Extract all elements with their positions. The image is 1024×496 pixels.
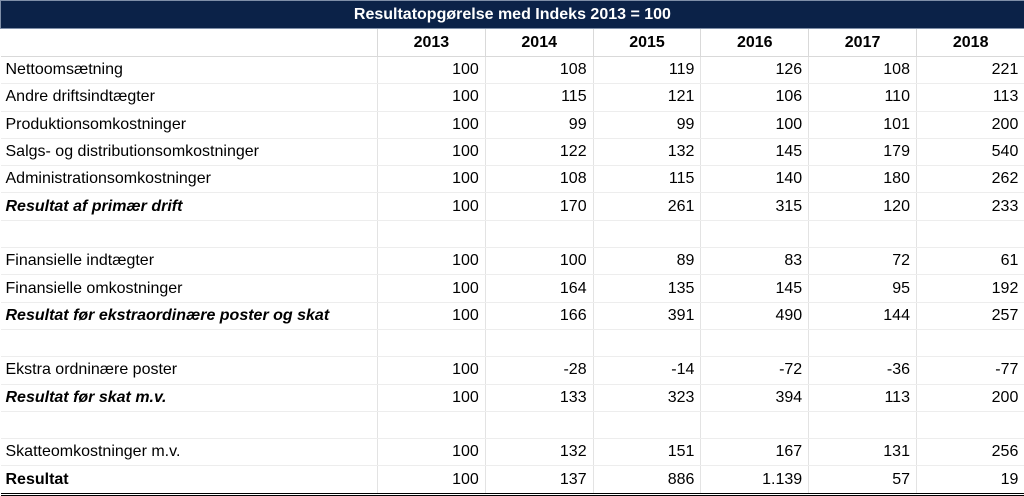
value-cell xyxy=(916,220,1024,247)
value-cell: 180 xyxy=(809,166,917,193)
spacer-row xyxy=(1,411,1024,438)
value-cell: 100 xyxy=(378,57,486,84)
value-cell: 121 xyxy=(593,84,701,111)
value-cell: 256 xyxy=(916,439,1024,466)
value-cell xyxy=(378,411,486,438)
row-label: Resultat xyxy=(1,466,378,494)
table-row xyxy=(1,248,1024,275)
value-cell: 19 xyxy=(916,466,1024,494)
value-cell xyxy=(809,220,917,247)
value-cell: 101 xyxy=(809,111,917,138)
value-cell: 167 xyxy=(701,439,809,466)
value-cell: 120 xyxy=(809,193,917,220)
value-cell: 100 xyxy=(378,138,486,165)
value-cell: 137 xyxy=(485,466,593,494)
table-row xyxy=(1,84,1024,111)
value-cell xyxy=(485,329,593,356)
spacer-row xyxy=(1,220,1024,247)
row-label: Ekstra ordninære poster xyxy=(1,357,378,384)
value-cell: 132 xyxy=(485,439,593,466)
value-cell: 100 xyxy=(378,111,486,138)
value-cell: 100 xyxy=(378,357,486,384)
value-cell: 140 xyxy=(701,166,809,193)
value-cell: 100 xyxy=(378,275,486,302)
subtotal-row xyxy=(1,384,1024,411)
value-cell: 164 xyxy=(485,275,593,302)
spacer-row xyxy=(1,329,1024,356)
value-cell: -28 xyxy=(485,357,593,384)
row-label: Administrationsomkostninger xyxy=(1,166,378,193)
value-cell: 115 xyxy=(485,84,593,111)
year-header-row xyxy=(1,29,1024,57)
value-cell: 233 xyxy=(916,193,1024,220)
value-cell: 221 xyxy=(916,57,1024,84)
table-body xyxy=(1,57,1024,495)
value-cell: 99 xyxy=(485,111,593,138)
value-cell: 113 xyxy=(916,84,1024,111)
table-row xyxy=(1,138,1024,165)
year-header: 2017 xyxy=(809,29,917,57)
value-cell: 72 xyxy=(809,248,917,275)
value-cell: 145 xyxy=(701,138,809,165)
value-cell: 200 xyxy=(916,384,1024,411)
value-cell: 126 xyxy=(701,57,809,84)
table-row xyxy=(1,166,1024,193)
value-cell: 135 xyxy=(593,275,701,302)
value-cell: 83 xyxy=(701,248,809,275)
value-cell xyxy=(485,411,593,438)
value-cell xyxy=(485,220,593,247)
value-cell: 108 xyxy=(485,57,593,84)
value-cell: 108 xyxy=(485,166,593,193)
table-row xyxy=(1,357,1024,384)
value-cell: 1.139 xyxy=(701,466,809,494)
value-cell: 100 xyxy=(378,439,486,466)
value-cell: 100 xyxy=(378,84,486,111)
value-cell: 119 xyxy=(593,57,701,84)
value-cell: 133 xyxy=(485,384,593,411)
year-header: 2015 xyxy=(593,29,701,57)
value-cell: 394 xyxy=(701,384,809,411)
table-row xyxy=(1,57,1024,84)
value-cell: 132 xyxy=(593,138,701,165)
value-cell: 315 xyxy=(701,193,809,220)
row-label xyxy=(1,329,378,356)
value-cell: 115 xyxy=(593,166,701,193)
value-cell xyxy=(701,220,809,247)
value-cell: 490 xyxy=(701,302,809,329)
row-label: Resultat af primær drift xyxy=(1,193,378,220)
value-cell: 100 xyxy=(485,248,593,275)
table-title: Resultatopgørelse med Indeks 2013 = 100 xyxy=(1,1,1024,29)
year-header: 2018 xyxy=(916,29,1024,57)
value-cell: 100 xyxy=(701,111,809,138)
value-cell: 262 xyxy=(916,166,1024,193)
value-cell: 391 xyxy=(593,302,701,329)
value-cell: 540 xyxy=(916,138,1024,165)
value-cell: 100 xyxy=(378,166,486,193)
value-cell: 95 xyxy=(809,275,917,302)
row-label: Resultat før ekstraordinære poster og skat xyxy=(1,302,378,329)
value-cell: 100 xyxy=(378,248,486,275)
row-label: Resultat før skat m.v. xyxy=(1,384,378,411)
value-cell: 144 xyxy=(809,302,917,329)
value-cell: 261 xyxy=(593,193,701,220)
value-cell: 100 xyxy=(378,193,486,220)
row-label: Skatteomkostninger m.v. xyxy=(1,439,378,466)
value-cell: 886 xyxy=(593,466,701,494)
value-cell: 170 xyxy=(485,193,593,220)
value-cell: 257 xyxy=(916,302,1024,329)
value-cell: 89 xyxy=(593,248,701,275)
value-cell: -14 xyxy=(593,357,701,384)
value-cell: 192 xyxy=(916,275,1024,302)
table-row xyxy=(1,275,1024,302)
year-header: 2016 xyxy=(701,29,809,57)
value-cell: -36 xyxy=(809,357,917,384)
value-cell xyxy=(809,411,917,438)
label-header xyxy=(1,29,378,57)
table-row xyxy=(1,439,1024,466)
year-header: 2013 xyxy=(378,29,486,57)
row-label xyxy=(1,220,378,247)
title-row xyxy=(1,1,1024,29)
value-cell: 151 xyxy=(593,439,701,466)
value-cell: 122 xyxy=(485,138,593,165)
value-cell: 99 xyxy=(593,111,701,138)
value-cell xyxy=(593,220,701,247)
value-cell: 57 xyxy=(809,466,917,494)
value-cell xyxy=(593,329,701,356)
value-cell: 200 xyxy=(916,111,1024,138)
value-cell: 108 xyxy=(809,57,917,84)
value-cell xyxy=(809,329,917,356)
value-cell: 100 xyxy=(378,384,486,411)
value-cell: 323 xyxy=(593,384,701,411)
value-cell xyxy=(378,220,486,247)
value-cell: 100 xyxy=(378,466,486,494)
value-cell: 166 xyxy=(485,302,593,329)
value-cell: 179 xyxy=(809,138,917,165)
value-cell xyxy=(701,329,809,356)
value-cell: 61 xyxy=(916,248,1024,275)
total-row xyxy=(1,466,1024,494)
row-label: Finansielle indtægter xyxy=(1,248,378,275)
value-cell xyxy=(593,411,701,438)
value-cell xyxy=(916,411,1024,438)
subtotal-row xyxy=(1,193,1024,220)
value-cell: 106 xyxy=(701,84,809,111)
value-cell: 131 xyxy=(809,439,917,466)
value-cell: 145 xyxy=(701,275,809,302)
value-cell: -77 xyxy=(916,357,1024,384)
subtotal-row xyxy=(1,302,1024,329)
row-label: Andre driftsindtægter xyxy=(1,84,378,111)
year-header: 2014 xyxy=(485,29,593,57)
row-label: Finansielle omkostninger xyxy=(1,275,378,302)
table-row xyxy=(1,111,1024,138)
value-cell xyxy=(378,329,486,356)
value-cell: -72 xyxy=(701,357,809,384)
row-label: Nettoomsætning xyxy=(1,57,378,84)
value-cell: 113 xyxy=(809,384,917,411)
value-cell: 110 xyxy=(809,84,917,111)
row-label: Produktionsomkostninger xyxy=(1,111,378,138)
row-label xyxy=(1,411,378,438)
value-cell xyxy=(701,411,809,438)
value-cell xyxy=(916,329,1024,356)
row-label: Salgs- og distributionsomkostninger xyxy=(1,138,378,165)
value-cell: 100 xyxy=(378,302,486,329)
